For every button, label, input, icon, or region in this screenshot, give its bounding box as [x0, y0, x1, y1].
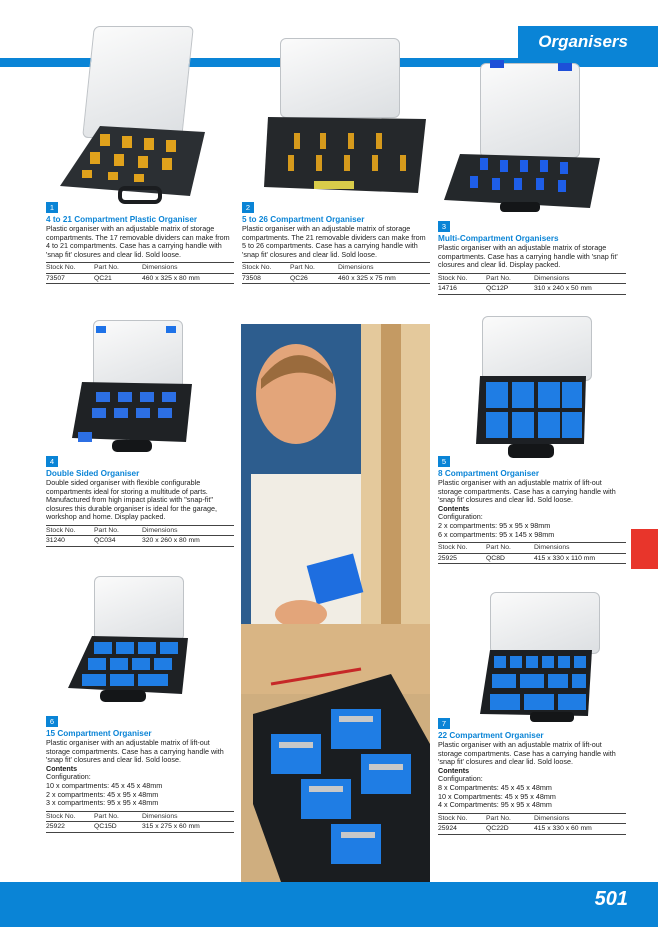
- part-number: QC15D: [94, 822, 142, 833]
- organiser-case-3: [440, 150, 610, 220]
- stock-header: Stock No.: [438, 273, 486, 284]
- configuration-label: Configuration:: [438, 774, 483, 784]
- dimensions: 315 x 275 x 60 mm: [142, 822, 234, 833]
- stock-header: Stock No.: [46, 525, 94, 536]
- product-block: [242, 202, 430, 284]
- product-image-4: [68, 320, 198, 470]
- spec-header-row: [438, 543, 626, 554]
- config-line: 2 x compartments: 45 x 95 x 48mm: [46, 789, 159, 799]
- product-description: Plastic organiser with an adjustable matrix of storage compartments. Case has a carrying handle with 'snap fit' closures and clear lid. Display packed.: [438, 243, 618, 270]
- dimensions: 415 x 330 x 60 mm: [534, 824, 626, 835]
- organiser-case-7: [470, 648, 610, 728]
- config-line: 10 x compartments: 45 x 45 x 48mm: [46, 780, 163, 790]
- spec-row: [46, 536, 234, 547]
- config-line: 2 x compartments: 95 x 95 x 98mm: [438, 520, 551, 530]
- part-number: QC034: [94, 536, 142, 547]
- part-header: Part No.: [94, 811, 142, 822]
- config-line: 6 x compartments: 95 x 145 x 98mm: [438, 529, 555, 539]
- workshop-photo: [241, 324, 430, 882]
- part-header: Part No.: [290, 263, 338, 274]
- footer-bar: [0, 882, 658, 927]
- product-title: Double Sided Organiser: [46, 469, 140, 478]
- dimensions: 320 x 260 x 80 mm: [142, 536, 234, 547]
- product-number-badge: 4: [46, 456, 58, 467]
- part-number: QC12P: [486, 284, 534, 295]
- config-line: 10 x Compartments: 45 x 95 x 48mm: [438, 791, 556, 801]
- config-line: 3 x compartments: 95 x 95 x 48mm: [46, 798, 159, 808]
- dimensions: 415 x 330 x 110 mm: [534, 553, 626, 564]
- part-number: QC26: [290, 273, 338, 284]
- page-number: 501: [594, 888, 628, 910]
- dims-header: Dimensions: [142, 525, 234, 536]
- part-header: Part No.: [94, 525, 142, 536]
- contents-label: Contents: [438, 765, 470, 775]
- config-line: 8 x Compartments: 45 x 45 x 48mm: [438, 782, 552, 792]
- product-block: [438, 221, 626, 295]
- organiser-case-5: [462, 374, 602, 469]
- part-header: Part No.: [486, 543, 534, 554]
- spec-header-row: [46, 263, 234, 274]
- spec-row: [438, 824, 626, 835]
- spec-table: [242, 262, 430, 284]
- spec-table: [438, 273, 626, 295]
- product-number-badge: 6: [46, 716, 58, 727]
- dims-header: Dimensions: [142, 811, 234, 822]
- product-description: Plastic organiser with an adjustable matrix of lift-out storage compartments. Case has a carrying handle with 'snap fit' closures and clear lid. Sold loose.: [438, 478, 616, 505]
- stock-number: 14716: [438, 284, 486, 295]
- product-description: Plastic organiser with an adjustable matrix of storage compartments. The 21 removable dividers can make from 5 to 26 compartments. Case has a carrying handle with 'snap fit' closures and clear lid. Sold loose.: [242, 224, 426, 259]
- latch-left: [96, 326, 106, 333]
- configuration-label: Configuration:: [438, 512, 483, 522]
- product-description: Plastic organiser with an adjustable matrix of lift-out storage compartments. Case has a carrying handle with 'snap fit' closures and clear lid. Sold loose.: [438, 740, 616, 767]
- product-description: Double sided organiser with flexible configurable compartments ideal for storing a multitude of parts. Manufactured from high impact plastic with "snap-fit" closures this durable organiser is ideal for the garage, workshop and home. Display packed.: [46, 478, 217, 522]
- dimensions: 460 x 325 x 80 mm: [142, 273, 234, 284]
- contents-label: Contents: [46, 763, 78, 773]
- stock-number: 31240: [46, 536, 94, 547]
- dims-header: Dimensions: [534, 813, 626, 824]
- dims-header: Dimensions: [338, 263, 430, 274]
- product-title: 15 Compartment Organiser: [46, 729, 152, 738]
- product-block: [46, 202, 234, 284]
- part-header: Part No.: [486, 813, 534, 824]
- product-number-badge: 5: [438, 456, 450, 467]
- product-number-badge: 3: [438, 221, 450, 232]
- product-title: 5 to 26 Compartment Organiser: [242, 215, 365, 224]
- page-title: Organisers: [538, 32, 628, 51]
- spec-table: [46, 525, 234, 547]
- configuration-label: Configuration:: [46, 772, 91, 782]
- stock-number: 25925: [438, 553, 486, 564]
- spec-table: [438, 813, 626, 835]
- product-image-6: [64, 576, 194, 716]
- product-block: [438, 718, 626, 835]
- stock-header: Stock No.: [242, 263, 290, 274]
- dims-header: Dimensions: [142, 263, 234, 274]
- product-title: 22 Compartment Organiser: [438, 731, 544, 740]
- stock-header: Stock No.: [438, 543, 486, 554]
- part-header: Part No.: [94, 263, 142, 274]
- dimensions: 310 x 240 x 50 mm: [534, 284, 626, 295]
- dims-header: Dimensions: [534, 543, 626, 554]
- product-image-1: [60, 26, 210, 201]
- stock-header: Stock No.: [438, 813, 486, 824]
- part-number: QC22D: [486, 824, 534, 835]
- latch-right: [558, 63, 572, 71]
- dims-header: Dimensions: [534, 273, 626, 284]
- organiser-case-6: [64, 636, 194, 716]
- spec-header-row: [438, 273, 626, 284]
- product-title: Multi-Compartment Organisers: [438, 234, 559, 243]
- part-header: Part No.: [486, 273, 534, 284]
- product-title: 8 Compartment Organiser: [438, 469, 540, 478]
- spec-table: [46, 262, 234, 284]
- product-image-7: [470, 592, 610, 732]
- spec-header-row: [438, 813, 626, 824]
- spec-table: [46, 811, 234, 833]
- spec-row: [438, 553, 626, 564]
- spec-header-row: [46, 525, 234, 536]
- latch-right: [166, 326, 176, 333]
- product-image-5: [462, 316, 602, 466]
- dimensions: 460 x 325 x 75 mm: [338, 273, 430, 284]
- section-tab: [631, 529, 658, 569]
- product-number-badge: 1: [46, 202, 58, 213]
- workshop-scene: [241, 324, 430, 882]
- product-image-2: [258, 38, 428, 198]
- product-description: Plastic organiser with an adjustable matrix of storage compartments. The 17 removable dividers can make from 4 to 21 compartments. Case has a carrying handle with 'snap fit' closures and clear lid. Sold loose.: [46, 224, 230, 259]
- part-number: QC21: [94, 273, 142, 284]
- spec-row: [46, 273, 234, 284]
- product-block: [46, 716, 234, 833]
- stock-number: 73508: [242, 273, 290, 284]
- spec-header-row: [242, 263, 430, 274]
- product-description: Plastic organiser with an adjustable matrix of lift-out storage compartments. Case has a carrying handle with 'snap fit' closures and clear lid. Sold loose.: [46, 738, 224, 765]
- part-number: QC8D: [486, 553, 534, 564]
- stock-number: 25924: [438, 824, 486, 835]
- organiser-case-2: [258, 113, 428, 203]
- organiser-case-4: [68, 380, 198, 460]
- stock-number: 73507: [46, 273, 94, 284]
- product-title: 4 to 21 Compartment Plastic Organiser: [46, 215, 198, 224]
- spec-row: [46, 822, 234, 833]
- spec-row: [242, 273, 430, 284]
- product-block: [438, 456, 626, 564]
- contents-label: Contents: [438, 503, 470, 513]
- latch-left: [490, 60, 504, 68]
- stock-number: 25922: [46, 822, 94, 833]
- product-number-badge: 7: [438, 718, 450, 729]
- stock-header: Stock No.: [46, 811, 94, 822]
- spec-table: [438, 542, 626, 564]
- product-block: [46, 456, 234, 547]
- config-line: 4 x Compartments: 95 x 95 x 48mm: [438, 800, 552, 810]
- spec-header-row: [46, 811, 234, 822]
- stock-header: Stock No.: [46, 263, 94, 274]
- product-number-badge: 2: [242, 202, 254, 213]
- product-image-3: [440, 55, 610, 215]
- spec-row: [438, 284, 626, 295]
